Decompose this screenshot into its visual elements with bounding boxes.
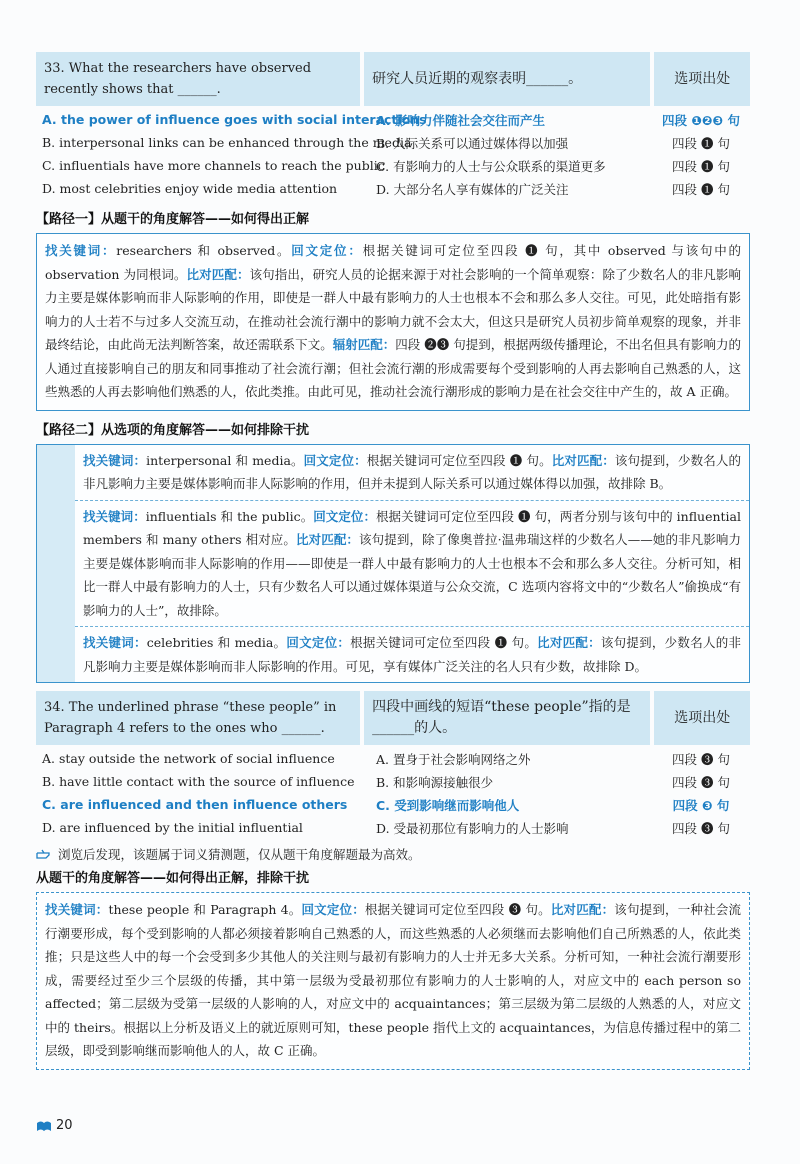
item-text: celebrities 和 media。 <box>146 635 287 650</box>
option-location: 四段 ❸ 句 <box>672 797 730 813</box>
q33-stem-en: 33. What the researchers have observed recently shows that ______. <box>36 52 360 106</box>
option-location: 四段 ❶ 句 <box>672 158 730 174</box>
option-location: 四段 ❶ 句 <box>672 135 730 151</box>
option-cn: C. 受到影响继而影响他人 <box>376 797 520 813</box>
note-text: 浏览后发现，该题属于词义猜测题，仅从题干角度解题最为高效。 <box>58 847 421 862</box>
path2-item-b <box>75 445 749 501</box>
option-cn: A. 置身于社会影响网络之外 <box>376 751 531 767</box>
option-en: C. are influenced and then influence others <box>42 797 348 812</box>
option-row <box>36 154 750 177</box>
item-text: influentials 和 the public。 <box>145 508 314 524</box>
option-cn: A. 影响力伴随社会交往而产生 <box>376 112 546 128</box>
option-cn: C. 有影响力的人士与公众联系的渠道更多 <box>376 158 606 174</box>
option-location: 四段 ❸ 句 <box>672 820 730 836</box>
match-label: 比对匹配： <box>186 266 250 282</box>
option-row <box>36 770 750 793</box>
q34-note <box>36 845 750 863</box>
q34-stem-en: 34. The underlined phrase “these people” in Paragraph 4 refers to the ones who ______. <box>36 691 360 745</box>
option-en: B. interpersonal links can be enhanced through the media <box>42 135 412 150</box>
q33-options <box>36 108 750 200</box>
option-cn: B. 和影响源接触很少 <box>376 774 494 790</box>
locate-label: 回文定位： <box>291 243 363 258</box>
option-cn: D. 受最初那位有影响力的人士影响 <box>376 820 569 836</box>
q34-stem-cn: 四段中画线的短语“these people”指的是______的人。 <box>364 691 650 745</box>
item-text: 该句提到，少数名人的非凡影响力主要是媒体影响而非人际影响的作用。可见，享有媒体广泛关注的名人只有少数，故排除 D。 <box>83 635 741 674</box>
option-row <box>36 108 750 131</box>
keyword-label: 找关键词： <box>45 243 117 258</box>
keyword-label: 找关键词： <box>45 902 109 917</box>
path1-text: 该句指出，研究人员的论据来源于对社会影响的一个简单观察：除了少数名人的非凡影响力主要是媒体影响而非人际影响的作用，即使是一群人中最有影响力的人士也根本不会和那么多人交往。可见，此处暗指有影响力的人士若不与过多人交流互动，在推动社会流行潮中的影响力就不会太大，但这只是研究人员初步简单观察的现象，并非最终结论，由此尚无法判断答案，故还需联系下文。 <box>45 266 741 352</box>
match-label: 比对匹配： <box>537 635 601 650</box>
option-en: A. the power of influence goes with social interactions <box>42 112 427 127</box>
keyword-label: 找关键词： <box>83 452 147 468</box>
option-location: 四段 ❶ 句 <box>672 181 730 197</box>
item-text: 根据关键词可定位至四段 ❶ 句。 <box>350 635 538 650</box>
path1-text: researchers 和 observed。 <box>116 243 292 258</box>
match-label: 比对匹配： <box>296 532 360 547</box>
page-number <box>36 1118 73 1133</box>
q34-header <box>36 691 750 745</box>
option-row <box>36 131 750 154</box>
q34-solution-box <box>36 892 750 1070</box>
q34-tag: 选项出处 <box>654 691 750 745</box>
option-location: 四段 ❸ 句 <box>672 751 730 767</box>
item-text: 该句提到，少数名人的非凡影响力主要是媒体影响而非人际影响的作用，但并未提到人际关系可以通过媒体得以加强，故排除 B。 <box>83 452 741 491</box>
path2-title: 【路径二】从选项的角度解答——如何排除干扰 <box>36 422 310 438</box>
radiate-label: 辐射匹配： <box>332 337 396 352</box>
q33-tag: 选项出处 <box>654 52 750 106</box>
option-cn: D. 大部分名人享有媒体的广泛关注 <box>376 181 569 197</box>
path2-box <box>36 444 750 684</box>
keyword-label: 找关键词： <box>83 508 146 524</box>
q34-options <box>36 747 750 839</box>
solution-text: 根据关键词可定位至四段 ❸ 句。 <box>364 902 551 917</box>
option-en: D. most celebrities enjoy wide media attention <box>42 181 338 196</box>
match-label: 比对匹配： <box>551 452 615 468</box>
q33-header <box>36 52 750 106</box>
path1-title: 【路径一】从题干的角度解答——如何得出正解 <box>36 212 310 227</box>
item-text: interpersonal 和 media。 <box>146 452 304 468</box>
q33-stem-cn: 研究人员近期的观察表明______。 <box>364 52 650 106</box>
path2-item-c <box>75 501 749 628</box>
option-en: B. have little contact with the source of influence <box>42 774 355 789</box>
option-row <box>36 816 750 839</box>
item-text: 根据关键词可定位至四段 ❶ 句。 <box>366 452 552 468</box>
option-en: A. stay outside the network of social influence <box>42 751 335 766</box>
q34-solution-title: 从题干的角度解答——如何得出正解，排除干扰 <box>36 871 310 886</box>
solution-text: these people 和 Paragraph 4。 <box>108 902 302 917</box>
path1-text: 四段 ❷❸ 句提到，根据两级传播理论，不出名但具有影响力的人通过直接影响自己的朋友和同事推动了社会流行潮；但社会流行潮的形成需要每个受到影响的人再去影响自己熟悉的人，这些熟悉的人再去影响他们熟悉的人，依此类推。由此可见，推动社会流行潮形成的影响力是在社会交往中产生的，故 A 正确。 <box>45 337 741 399</box>
item-text: 该句提到，除了像奥普拉·温弗瑞这样的少数名人——她的非凡影响力主要是媒体影响而非人际影响的作用——即使是一群人中最有影响力的人士也根本不会和那么多人交往。分析可知，相比一群人中最有影响力的人士，只有少数名人可以通过媒体渠道与公众交流，C 选项内容将文中的“少数名人”偷换成“有影响力的人士”，故排除。 <box>83 532 741 618</box>
page-number-text: 20 <box>56 1118 73 1133</box>
locate-label: 回文定位： <box>286 635 351 650</box>
option-row <box>36 177 750 200</box>
option-row <box>36 747 750 770</box>
locate-label: 回文定位： <box>313 508 376 524</box>
pointing-hand-icon <box>36 848 52 860</box>
option-location: 四段 ❸ 句 <box>672 774 730 790</box>
path1-box <box>36 233 750 411</box>
solution-text: 该句提到，一种社会流行潮要形成，每个受到影响的人都必须接着影响自己熟悉的人，而这些熟悉的人必须继而去影响他们自己所熟悉的人，依此类推；只是这些人中的每一个会受到多少其他人的关注则与最初有影响力的人士并无多大关系。分析可知，一种社会流行潮要形成，需要经过至少三个层级的传播，其中第一层级为受最初那位有影响力的人士影响的人，对应文中的 each person so affected；第二层级为受第一层级的人影响的人，对应文中的 acquaintances；第三层级为第二层级的人熟悉的人，对应文中的 theirs。根据以上分析及语义上的就近原则可知，these people 指代上文的 acquaintances，为信息传播过程中的第二层级，即受到影响继而影响他人的人，故 C 正确。 <box>45 902 741 1058</box>
option-cn: B. 人际关系可以通过媒体得以加强 <box>376 135 569 151</box>
path2-item-d <box>75 627 749 682</box>
locate-label: 回文定位： <box>303 452 367 468</box>
book-icon <box>36 1120 52 1132</box>
item-text: 根据关键词可定位至四段 ❶ 句，两者分别与该句中的 influential members 和 many others 相对应。 <box>83 508 741 547</box>
option-location: 四段 ❶❷❸ 句 <box>662 112 740 128</box>
option-en: D. are influenced by the initial influential <box>42 820 303 835</box>
page-content <box>36 52 750 1070</box>
keyword-label: 找关键词： <box>83 635 147 650</box>
locate-label: 回文定位： <box>301 902 365 917</box>
option-en: C. influentials have more channels to reach the public <box>42 158 385 173</box>
match-label: 比对匹配： <box>550 902 615 917</box>
path1-text: 根据关键词可定位至四段 ❶ 句，其中 observed 与该句中的 observation 为同根词。 <box>45 243 741 282</box>
option-row <box>36 793 750 816</box>
